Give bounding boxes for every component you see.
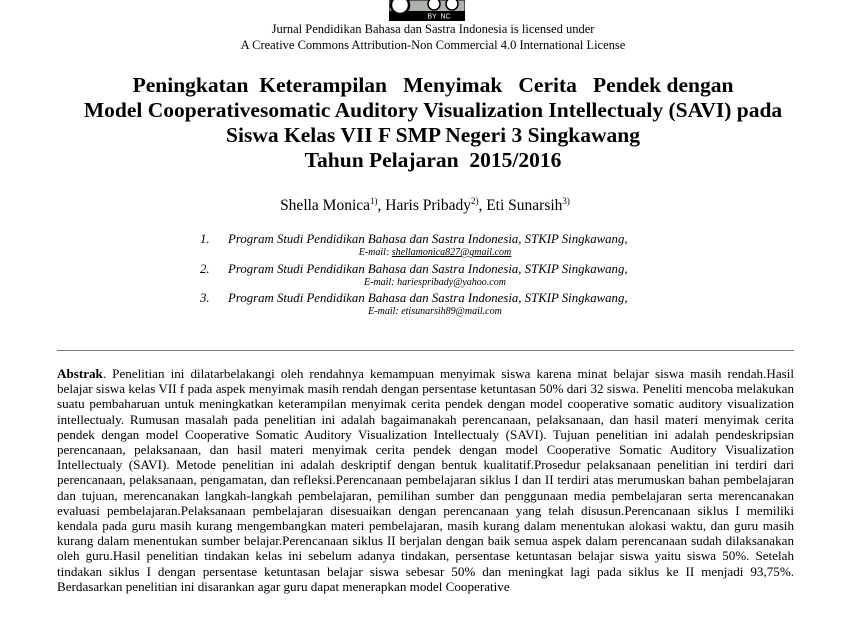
author-name: Shella Monica bbox=[280, 197, 371, 215]
email-label: E-mail: bbox=[368, 306, 402, 317]
affiliation-text: Program Studi Pendidikan Bahasa dan Sastra Indonesia, STKIP Singkawang, bbox=[228, 232, 628, 246]
email-label: E-mail: bbox=[364, 276, 398, 288]
license-line-1: Jurnal Pendidikan Bahasa dan Sastra Indonesia is licensed under bbox=[271, 22, 595, 36]
abstract-label: Abstrak bbox=[57, 366, 103, 381]
affiliation-email bbox=[0, 306, 850, 317]
affiliation-number: 1. bbox=[200, 232, 210, 246]
cc-icon bbox=[391, 0, 409, 14]
affiliation-item bbox=[0, 232, 850, 262]
affiliation-text: Program Studi Pendidikan Bahasa dan Sastra Indonesia, STKIP Singkawang, bbox=[228, 261, 628, 276]
title-line: Tahun Pelajaran 2015/2016 bbox=[304, 148, 562, 172]
email-link[interactable]: shellamonica827@gmail.com bbox=[391, 247, 512, 258]
affiliation-number: 2. bbox=[200, 261, 210, 276]
author-name: Haris Pribady bbox=[385, 197, 471, 215]
email-address: etisunarsih89@mail.com bbox=[401, 306, 502, 317]
author-separator: , bbox=[377, 197, 386, 215]
title-line: Model Cooperativesomatic Auditory Visualization Intellectualy (SAVI) pada bbox=[83, 98, 783, 122]
author-list bbox=[0, 196, 850, 215]
affiliation-list bbox=[0, 232, 850, 321]
email-address: hariespribady@yahoo.com bbox=[397, 276, 506, 288]
author-affiliation-mark: 1) bbox=[370, 196, 378, 206]
author-affiliation-mark: 2) bbox=[470, 196, 479, 206]
affiliation-email bbox=[0, 247, 850, 258]
license-line-2: A Creative Commons Attribution-Non Commercial 4.0 International License bbox=[240, 38, 626, 52]
title-line: Peningkatan Keterampilan Menyimak Cerita Pendek dengan bbox=[132, 73, 734, 97]
affiliation-item bbox=[0, 291, 850, 321]
affiliation-item bbox=[0, 262, 850, 292]
license-badge-text: BY NC bbox=[427, 13, 451, 21]
author-name: Eti Sunarsih bbox=[486, 197, 563, 215]
author-affiliation-mark: 3) bbox=[562, 196, 570, 206]
noncommercial-icon bbox=[446, 0, 458, 10]
creative-commons-license-badge[interactable] bbox=[389, 0, 465, 21]
email-label: E-mail: bbox=[358, 247, 392, 258]
license-notice bbox=[0, 21, 850, 53]
abstract-text: . Penelitian ini dilatarbelakangi oleh rendahnya kemampuan menyimak siswa karena minat belajar siswa masih rendah.Hasil belajar siswa kelas VII f pada aspek menyimak masih rendah dengan persentase ketuntasan 50% dari 32 siswa. Peneliti mencoba melakukan suatu pembaharuan untuk meningkatkan keterampilan menyimak cerita pendek dengan model cooperative somatic auditory visualization intellectualy. Rumusan masalah pada penelitian ini adalah bagaimanakah perencanaan, pelaksanaan, dan hasil materi menyimak cerita pendek dengan model Cooperative Somatic Auditory Visualization Intellectualy (SAVI). Tujuan penelitian ini adalah pendeskripsian perencanaan, pelaksanaan, dan hasil materi menyimak cerita pendek dengan model Cooperative Somatic Auditory Visualization Intellectualy (SAVI). Metode penelitian ini adalah deskriptif dengan bentuk kualitatif.Prosedur pelaksanaan penelitian ini terdiri dari perencanaan, pelaksanaan, pengamatan, dan refleksi.Perencanaan pembelajaran siklus I dan II terdiri atas merumuskan bahan pembelajaran dan tujuan, merencanakan langkah-langkah pembelajaran, pemilihan sumber dan penggunaan media pembelajaran serta merencanakan evaluasi pembelajaran.Pelaksanaan pembelajaran disesuaikan dengan perencanaan yang telah disusun.Perencanaan siklus I memiliki kendala pada guru masih kurang mengembangkan materi pembelajaran, masih kurang dalam menentukan alokasi waktu, dan guru masih kurang dalam menentukan sumber belajar.Perencanaan siklus II berjalan dengan baik semua aspek dalam perencanaan sudah dilaksanakan oleh guru.Hasil penelitian tindakan kelas ini sebelum adanya tindakan, persentase ketuntasan belajar siswa yaitu siswa 50%. Setelah tindakan siklus I dengan persentase ketuntasan belajar siswa sebesar 50% dan meningkat lagi pada siklus ke II menjadi 93,75%. Berdasarkan penelitian ini disarankan agar guru dapat menerapkan model Cooperative bbox=[57, 366, 794, 594]
author-separator: , bbox=[478, 197, 487, 215]
title-line: Siswa Kelas VII F SMP Negeri 3 Singkawang bbox=[226, 123, 640, 147]
attribution-icon bbox=[428, 0, 440, 10]
affiliation-number: 3. bbox=[200, 291, 210, 305]
affiliation-text: Program Studi Pendidikan Bahasa dan Sastra Indonesia, STKIP Singkawang, bbox=[228, 291, 628, 305]
abstract-paragraph bbox=[57, 366, 794, 594]
paper-title bbox=[0, 73, 850, 173]
affiliation-email bbox=[0, 277, 850, 288]
section-divider bbox=[57, 350, 794, 351]
